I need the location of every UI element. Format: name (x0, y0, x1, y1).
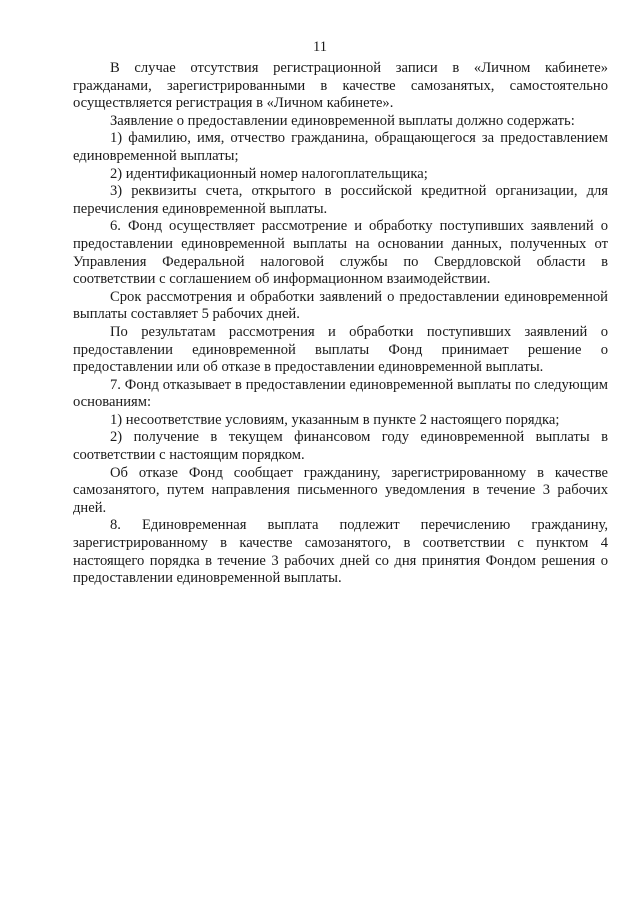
paragraph-review-period: Срок рассмотрения и обработки заявлений о предоставлении единовременной выплаты составляет 5 рабочих дней. (73, 288, 608, 323)
document-body (73, 60, 608, 588)
paragraph-item-inn: 2) идентификационный номер налогоплательщика; (110, 165, 428, 182)
paragraph-decision: По результатам рассмотрения и обработки поступивших заявлений о предоставлении единовременной выплаты Фонд принимает решение о предоставлении или об отказе в предоставлении единовременной выплаты. (73, 323, 608, 376)
paragraph-refusal-reason-2: 2) получение в текущем финансовом году единовременной выплаты в соответствии с настоящим порядком. (73, 429, 608, 464)
paragraph-item-bank-details: 3) реквизиты счета, открытого в российской кредитной организации, для перечисления единовременной выплаты. (73, 183, 608, 217)
paragraph-item-full-name: 1) фамилию, имя, отчество гражданина, обращающегося за предоставлением единовременной выплаты; (73, 130, 608, 164)
paragraph-refusal-notice: Об отказе Фонд сообщает гражданину, зарегистрированному в качестве самозанятого, путем направления письменного уведомления в течение 3 рабочих дней. (73, 464, 608, 516)
page-number: 11 (313, 39, 327, 55)
paragraph-refusal-reason-1: 1) несоответствие условиям, указанным в пункте 2 настоящего порядка; (110, 411, 560, 428)
paragraph-section-7: 7. Фонд отказывает в предоставлении единовременной выплаты по следующим основаниям: (73, 376, 608, 411)
paragraph-section-8: 8. Единовременная выплата подлежит перечислению гражданину, зарегистрированному в качестве самозанятого, в соответствии с пунктом 4 настоящего порядка в течение 3 рабочих дней со дня принятия Фондом решения о предоставлении единовременной выплаты. (73, 517, 608, 587)
paragraph-registration: В случае отсутствия регистрационной записи в «Личном кабинете» гражданами, зарегистрированными в качестве самозанятых, самостоятельно осуществляется регистрация в «Личном кабинете». (73, 60, 608, 112)
paragraph-section-6: 6. Фонд осуществляет рассмотрение и обработку поступивших заявлений о предоставлении единовременной выплаты на основании данных, полученных от Управления Федеральной налоговой службы по Свердловской области в соответствии с соглашением об информационном взаимодействии. (73, 218, 608, 288)
paragraph-application-contents: Заявление о предоставлении единовременной выплаты должно содержать: (110, 112, 575, 129)
